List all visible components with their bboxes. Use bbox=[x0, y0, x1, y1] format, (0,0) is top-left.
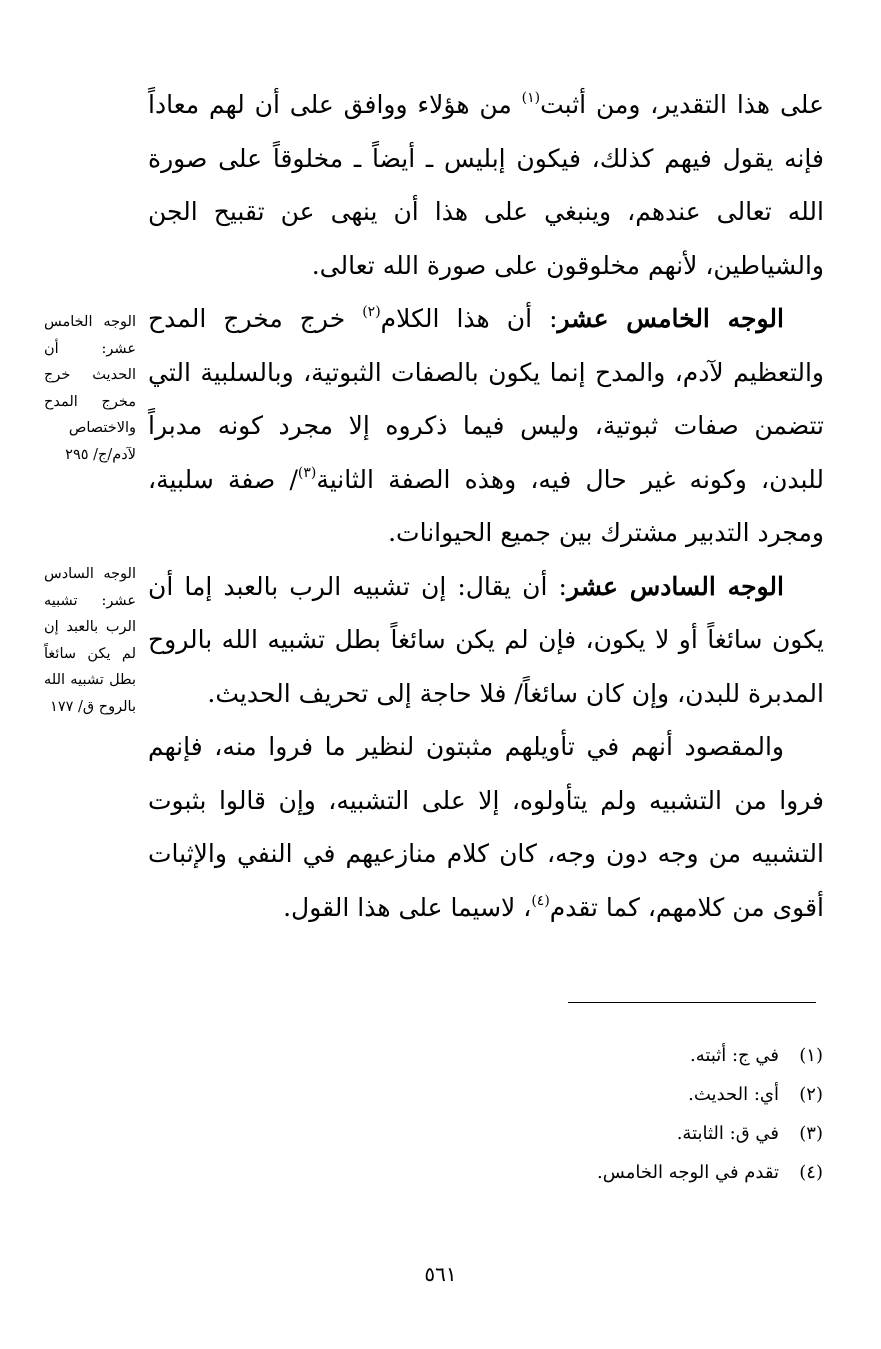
footnote-ref-4[interactable]: (٤) bbox=[531, 892, 550, 909]
footnote-ref-2[interactable]: (٢) bbox=[362, 304, 381, 320]
footnote-ref-1[interactable]: (١) bbox=[521, 90, 541, 106]
paragraph-2: الوجه الخامس عشر: أن هذا الكلام$^{(٢)}$ خرج مخرج المدح والتعظيم لآدم، والمدح إنما يكون بالصفات الثبوتية، وبالسلبية التي تتضمن صفات ثبوتية، وليس فيما ذكروه إلا مجرد كونه مدبراً للبدن، وكونه غير حال فيه، وهذه الصفة الثانية$^{(٣)}$/ صفة سلبية، ومجرد التدبير مشترك بين جميع الحيوانات. bbox=[148, 304, 824, 547]
paragraph-4: والمقصود أنهم في تأويلهم مثبتون لنظير ما فروا منه، فإنهم فروا من التشبيه ولم يتأولوه، إلا على التشبيه، وإن قالوا بثبوت التشبيه من وجه دون وجه، كان كلام منازعيهم في النفي والإثبات أقوى من كلامهم، كما تقدم$^{(٤)}$، لاسيما على هذا القول. bbox=[148, 732, 824, 922]
footnote-item: (٤)تقدم في الوجه الخامس. bbox=[597, 1162, 823, 1183]
paragraph-3: الوجه السادس عشر: أن يقال: إن تشبيه الرب بالعبد إما أن يكون سائغاً أو لا يكون، فإن لم يكن سائغاً بطل تشبيه الله بالروح المدبرة للبدن، وإن كان سائغاً/ فلا حاجة إلى تحريف الحديث. bbox=[148, 571, 824, 708]
footnote-item: (٢)أي: الحديث. bbox=[688, 1084, 823, 1105]
footnote-item: (١)في ج: أثبته. bbox=[690, 1045, 823, 1066]
section-heading-15: الوجه الخامس عشر bbox=[557, 304, 784, 333]
margin-note-1: الوجه الخامس عشر: أن الحديث خرج مخرج المدح والاختصاص لآدم/ج/ ٢٩٥ bbox=[44, 314, 136, 463]
footnote-item: (٣)في ق: الثابتة. bbox=[676, 1123, 823, 1144]
paragraph-1: على هذا التقدير، ومن أثبت$^{(١)}$ من هؤلاء ووافق على أن لهم معاداً فإنه يقول فيهم كذلك، فيكون إبليس ـ أيضاً ـ مخلوقاً على صورة الله تعالى عندهم، وينبغي على هذا أن ينهى عن تقبيح الجن والشياطين، لأنهم مخلوقون على صورة الله تعالى. bbox=[148, 90, 824, 280]
page-number: ٥٦١ bbox=[424, 1262, 457, 1286]
main-text bbox=[148, 78, 824, 934]
footnote-ref-3[interactable]: (٣) bbox=[297, 464, 317, 481]
footnotes bbox=[597, 1036, 823, 1192]
section-heading-16: الوجه السادس عشر bbox=[566, 571, 784, 601]
footnote-divider bbox=[568, 1002, 816, 1003]
margin-note-2: الوجه السادس عشر: تشبيه الرب بالعبد إن لم يكن سائغاً بطل تشبيه الله بالروح ق/ ١٧٧ bbox=[44, 566, 136, 715]
